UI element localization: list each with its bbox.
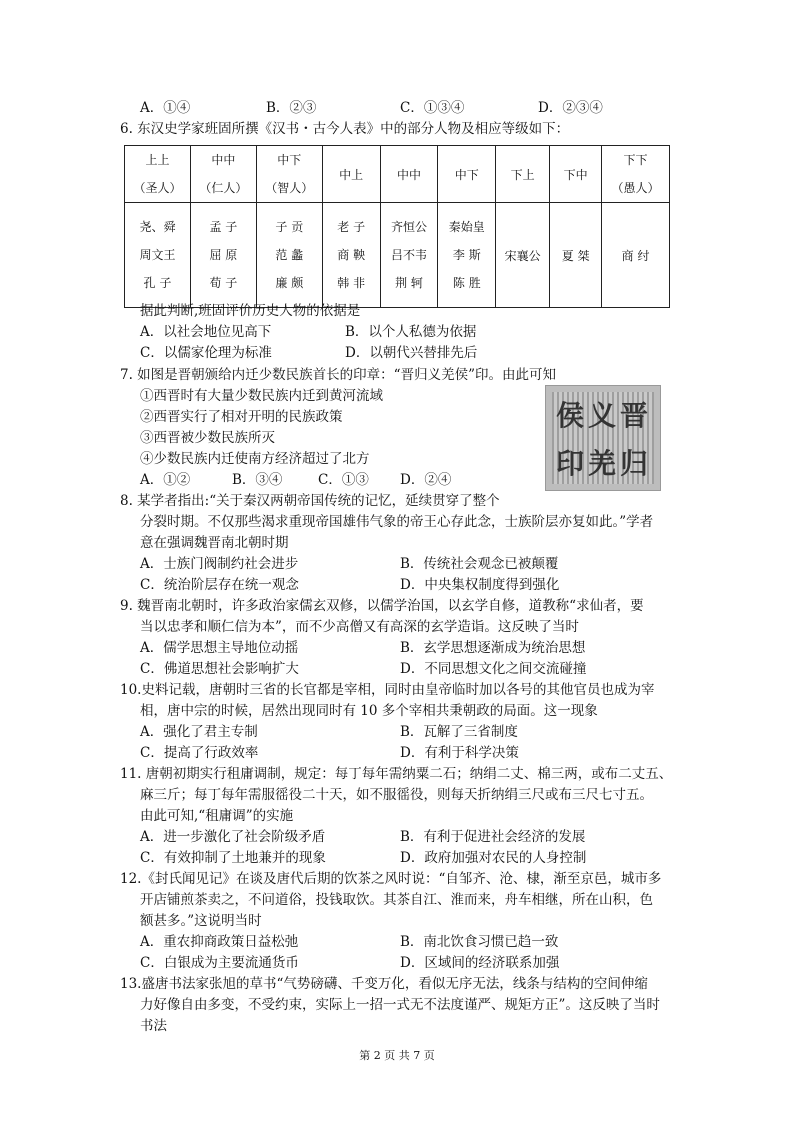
- q5-option-b: B．②③: [266, 100, 317, 116]
- q11-option-c: C．有效抑制了土地兼并的现象: [140, 850, 326, 866]
- q10-option-a: A．强化了君主专制: [140, 724, 258, 740]
- seal-image: [545, 385, 661, 491]
- q11-line: 麻三斤；每丁每年需服徭役二十天，如不服徭役，则每天折纳绢三尺或布三尺七寸五。: [140, 787, 653, 803]
- q9-option-a: A．儒学思想主导地位动摇: [140, 640, 299, 656]
- table-cell: 子 贡 范 蠡 廉 颇: [256, 203, 322, 308]
- q10-option-b: B．瓦解了三省制度: [400, 724, 518, 740]
- header-cell: 下下 （愚人）: [602, 146, 670, 203]
- q11-option-d: D．政府加强对农民的人身控制: [400, 850, 587, 866]
- header-cell: 下中: [550, 146, 602, 203]
- q6-option-c: C．以儒家伦理为标准: [140, 345, 272, 361]
- q11-option-a: A．进一步激化了社会阶级矛盾: [140, 829, 326, 845]
- seal-glyph: 羌: [588, 447, 617, 480]
- q10-line: 10.史料记载，唐朝时三省的长官都是宰相，同时由皇帝临时加以各号的其他官员也成为宰: [120, 682, 655, 698]
- q6-option-b: B．以个人私德为依据: [345, 324, 477, 340]
- page-footer: 第 2 页 共 7 页: [359, 1049, 435, 1062]
- q12-option-d: D．区域间的经济联系加强: [400, 955, 560, 971]
- q7-option-a: A．①②: [140, 472, 191, 488]
- q7-statement: ④少数民族内迁使南方经济超过了北方: [140, 451, 370, 467]
- q8-line: 意在强调魏晋南北朝时期: [140, 535, 289, 551]
- q13-line: 13.盛唐书法家张旭的草书“气势磅礴、千变万化，看似无序无法，线条与结构的空间伸缩: [120, 976, 648, 992]
- q7-option-c: C．①③: [318, 472, 369, 488]
- table-cell: 秦始皇 李 斯 陈 胜: [438, 203, 496, 308]
- q11-line: 11. 唐朝初期实行租庸调制，规定：每丁每年需纳粟二石；纳绢二丈、棉三两，或布二丈五、: [120, 766, 673, 782]
- q9-option-d: D．不同思想文化之间交流碰撞: [400, 661, 587, 677]
- table-cell: 老 子 商 鞅 韩 非: [322, 203, 380, 308]
- header-cell: 中上: [322, 146, 380, 203]
- q11-option-b: B．有利于促进社会经济的发展: [400, 829, 586, 845]
- q12-line: 开店铺煎茶卖之，不问道俗，投钱取饮。其茶自江、淮而来，舟车相继，所在山积，色: [140, 892, 653, 908]
- q5-option-a: A．①④: [140, 100, 191, 116]
- q7-option-d: D．②④: [400, 472, 452, 488]
- q12-line: 额甚多。”这说明当时: [140, 913, 262, 929]
- q12-option-c: C．白银成为主要流通货币: [140, 955, 299, 971]
- header-cell: 中中 （仁人）: [190, 146, 256, 203]
- q8-option-a: A．士族门阀制约社会进步: [140, 556, 299, 572]
- seal-glyph: 印: [556, 447, 585, 480]
- q7-option-b: B．③④: [232, 472, 283, 488]
- q10-option-d: D．有利于科学决策: [400, 745, 519, 761]
- q7-statement: ③西晋被少数民族所灭: [140, 430, 275, 446]
- header-cell: 上上 （圣人）: [125, 146, 191, 203]
- q7-stem: 7. 如图是晋朝颁给内迁少数民族首长的印章：“晋归义羌侯”印。由此可知: [120, 367, 556, 383]
- seal-glyph: 晋: [620, 399, 649, 432]
- table-cell: 尧、舜 周文王 孔 子: [125, 203, 191, 308]
- q6-followup: 据此判断,班固评价历史人物的依据是: [140, 303, 361, 319]
- q11-line: 由此可知,“租庸调”的实施: [140, 808, 294, 824]
- table-cell: 宋襄公: [496, 203, 550, 308]
- q5-option-c: C．①③④: [400, 100, 465, 116]
- q10-line: 相，唐中宗的时候，居然出现同时有 10 多个宰相共秉朝政的局面。这一现象: [140, 703, 598, 719]
- seal-glyph: 归: [620, 447, 649, 480]
- q7-statement: ②西晋实行了相对开明的民族政策: [140, 409, 343, 425]
- header-cell: 中下: [438, 146, 496, 203]
- q9-option-c: C．佛道思想社会影响扩大: [140, 661, 299, 677]
- q13-line: 书法: [140, 1018, 167, 1034]
- q13-line: 力好像自由多变，不受约束，实际上一招一式无不法度谨严、规矩方正”。这反映了当时: [140, 997, 660, 1013]
- table-cell: 孟 子 屈 原 荀 子: [190, 203, 256, 308]
- seal-glyph: 义: [588, 399, 617, 432]
- q5-option-d: D．②③④: [538, 100, 603, 116]
- q8-option-c: C．统治阶层存在统一观念: [140, 577, 299, 593]
- q8-line: 8. 某学者指出:“关于秦汉两朝帝国传统的记忆，延续贯穿了整个: [120, 493, 500, 509]
- q12-option-a: A．重农抑商政策日益松弛: [140, 934, 299, 950]
- q6-stem: 6. 东汉史学家班固所撰《汉书・古今人表》中的部分人物及相应等级如下：: [120, 121, 570, 137]
- q9-line: 9. 魏晋南北朝时，许多政治家儒玄双修，以儒学治国，以玄学自修，道教称“求仙者，要: [120, 598, 644, 614]
- header-cell: 下上: [496, 146, 550, 203]
- seal-glyph: 侯: [556, 399, 585, 432]
- q8-option-b: B．传统社会观念已被颠覆: [400, 556, 559, 572]
- header-cell: 中下 （智人）: [256, 146, 322, 203]
- header-cell: 中中: [380, 146, 438, 203]
- q8-line: 分裂时期。不仅那些渴求重现帝国雄伟气象的帝王心存此念，士族阶层亦复如此。”学者: [140, 514, 654, 530]
- q9-option-b: B．玄学思想逐渐成为统治思想: [400, 640, 586, 656]
- table-cell: 齐恒公 吕不韦 荆 轲: [380, 203, 438, 308]
- table-cell: 夏 桀: [550, 203, 602, 308]
- q10-option-c: C．提高了行政效率: [140, 745, 259, 761]
- q6-option-a: A．以社会地位见高下: [140, 324, 272, 340]
- q12-option-b: B．南北饮食习惯已趋一致: [400, 934, 559, 950]
- table-cell: 商 纣: [602, 203, 670, 308]
- q6-option-d: D．以朝代兴替排先后: [345, 345, 478, 361]
- q12-line: 12.《封氏闻见记》在谈及唐代后期的饮茶之风时说：“自邹齐、沧、棣，渐至京邑，城市多: [120, 871, 662, 887]
- q9-line: 当以忠孝和顺仁信为本”，而不少高僧又有高深的玄学造诣。这反映了当时: [140, 619, 579, 635]
- q7-statement: ①西晋时有大量少数民族内迁到黄河流域: [140, 388, 383, 404]
- q8-option-d: D．中央集权制度得到强化: [400, 577, 560, 593]
- grades-table: [124, 145, 670, 308]
